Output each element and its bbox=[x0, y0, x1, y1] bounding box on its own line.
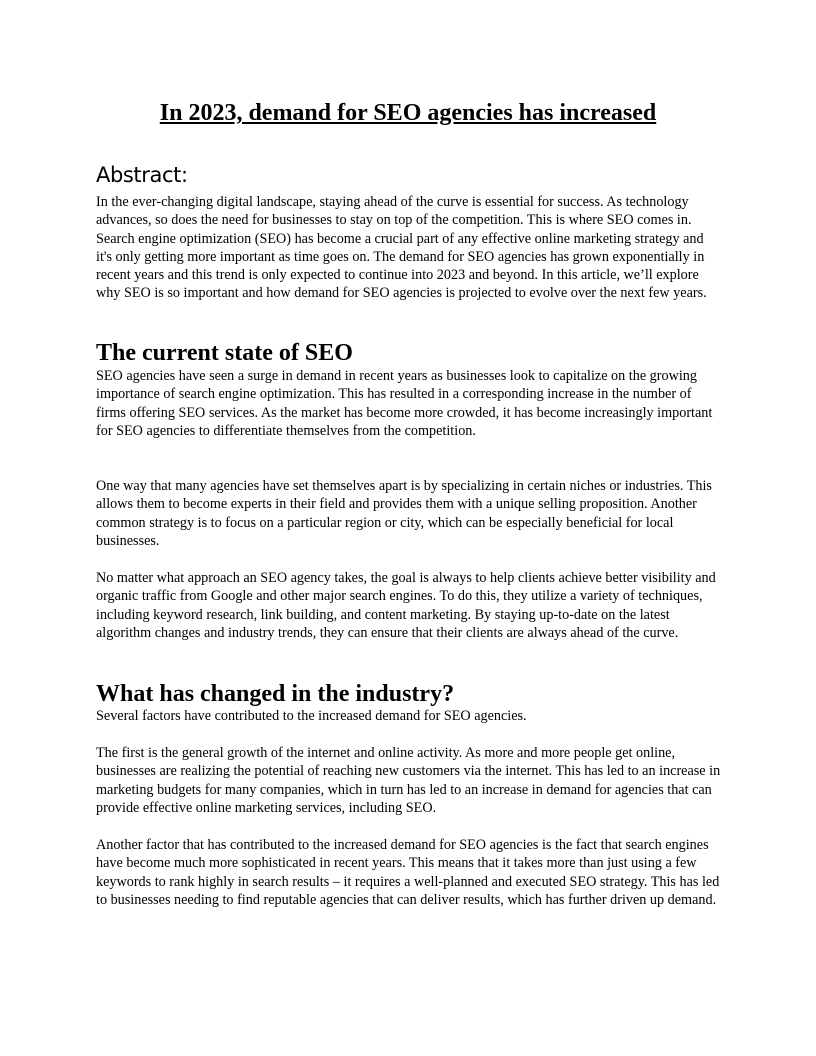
section-industry-changes-paragraph-1: Several factors have contributed to the increased demand for SEO agencies. bbox=[96, 708, 527, 724]
abstract-paragraph: In the ever-changing digital landscape, staying ahead of the curve is essential for success. As technology advances, so does the need for businesses to stay on top of the competition. This is where SEO comes in. Search engine optimization (SEO) has become a crucial part of any effective online marketing strategy and it's only getting more important as time goes on. The demand for SEO agencies has grown exponentially in recent years and this trend is only expected to continue into 2023 and beyond. In this article, we’ll explore why SEO is so important and how demand for SEO agencies is projected to evolve over the next few years. bbox=[96, 194, 707, 302]
document-title: In 2023, demand for SEO agencies has increased bbox=[159, 100, 657, 126]
section-heading-industry-changes: What has changed in the industry? bbox=[96, 681, 455, 707]
abstract-heading: Abstract: bbox=[96, 163, 188, 187]
section-current-state-paragraph-3: No matter what approach an SEO agency takes, the goal is always to help clients achieve better visibility and organic traffic from Google and other major search engines. To do this, they utilize a variety of techniques, including keyword research, link building, and content marketing. By staying up-to-date on the latest algorithm changes and industry trends, they can ensure that their clients are always ahead of the curve. bbox=[96, 570, 716, 641]
section-industry-changes-paragraph-2: The first is the general growth of the internet and online activity. As more and more people get online, businesses are realizing the potential of reaching new customers via the internet. This has led to an increase in marketing budgets for many companies, which in turn has led to an increase in demand for agencies that can provide effective online marketing services, including SEO. bbox=[96, 745, 721, 816]
section-current-state-paragraph-1: SEO agencies have seen a surge in demand in recent years as businesses look to capitalize on the growing importance of search engine optimization. This has resulted in a corresponding increase in the number of firms offering SEO services. As the market has become more crowded, it has become increasingly important for SEO agencies to differentiate themselves from the competition. bbox=[96, 368, 713, 439]
section-current-state-paragraph-2: One way that many agencies have set themselves apart is by specializing in certain niches or industries. This allows them to become experts in their field and provides them with a unique selling proposition. Another common strategy is to focus on a particular region or city, which can be especially beneficial for local businesses. bbox=[96, 478, 712, 549]
section-heading-current-state: The current state of SEO bbox=[96, 340, 353, 366]
section-industry-changes-paragraph-3: Another factor that has contributed to the increased demand for SEO agencies is the fact that search engines have become much more sophisticated in recent years. This means that it takes more than just using a few keywords to rank highly in search results – it requires a well-planned and executed SEO strategy. This has led to businesses needing to find reputable agencies that can deliver results, which has further driven up demand. bbox=[96, 837, 720, 908]
